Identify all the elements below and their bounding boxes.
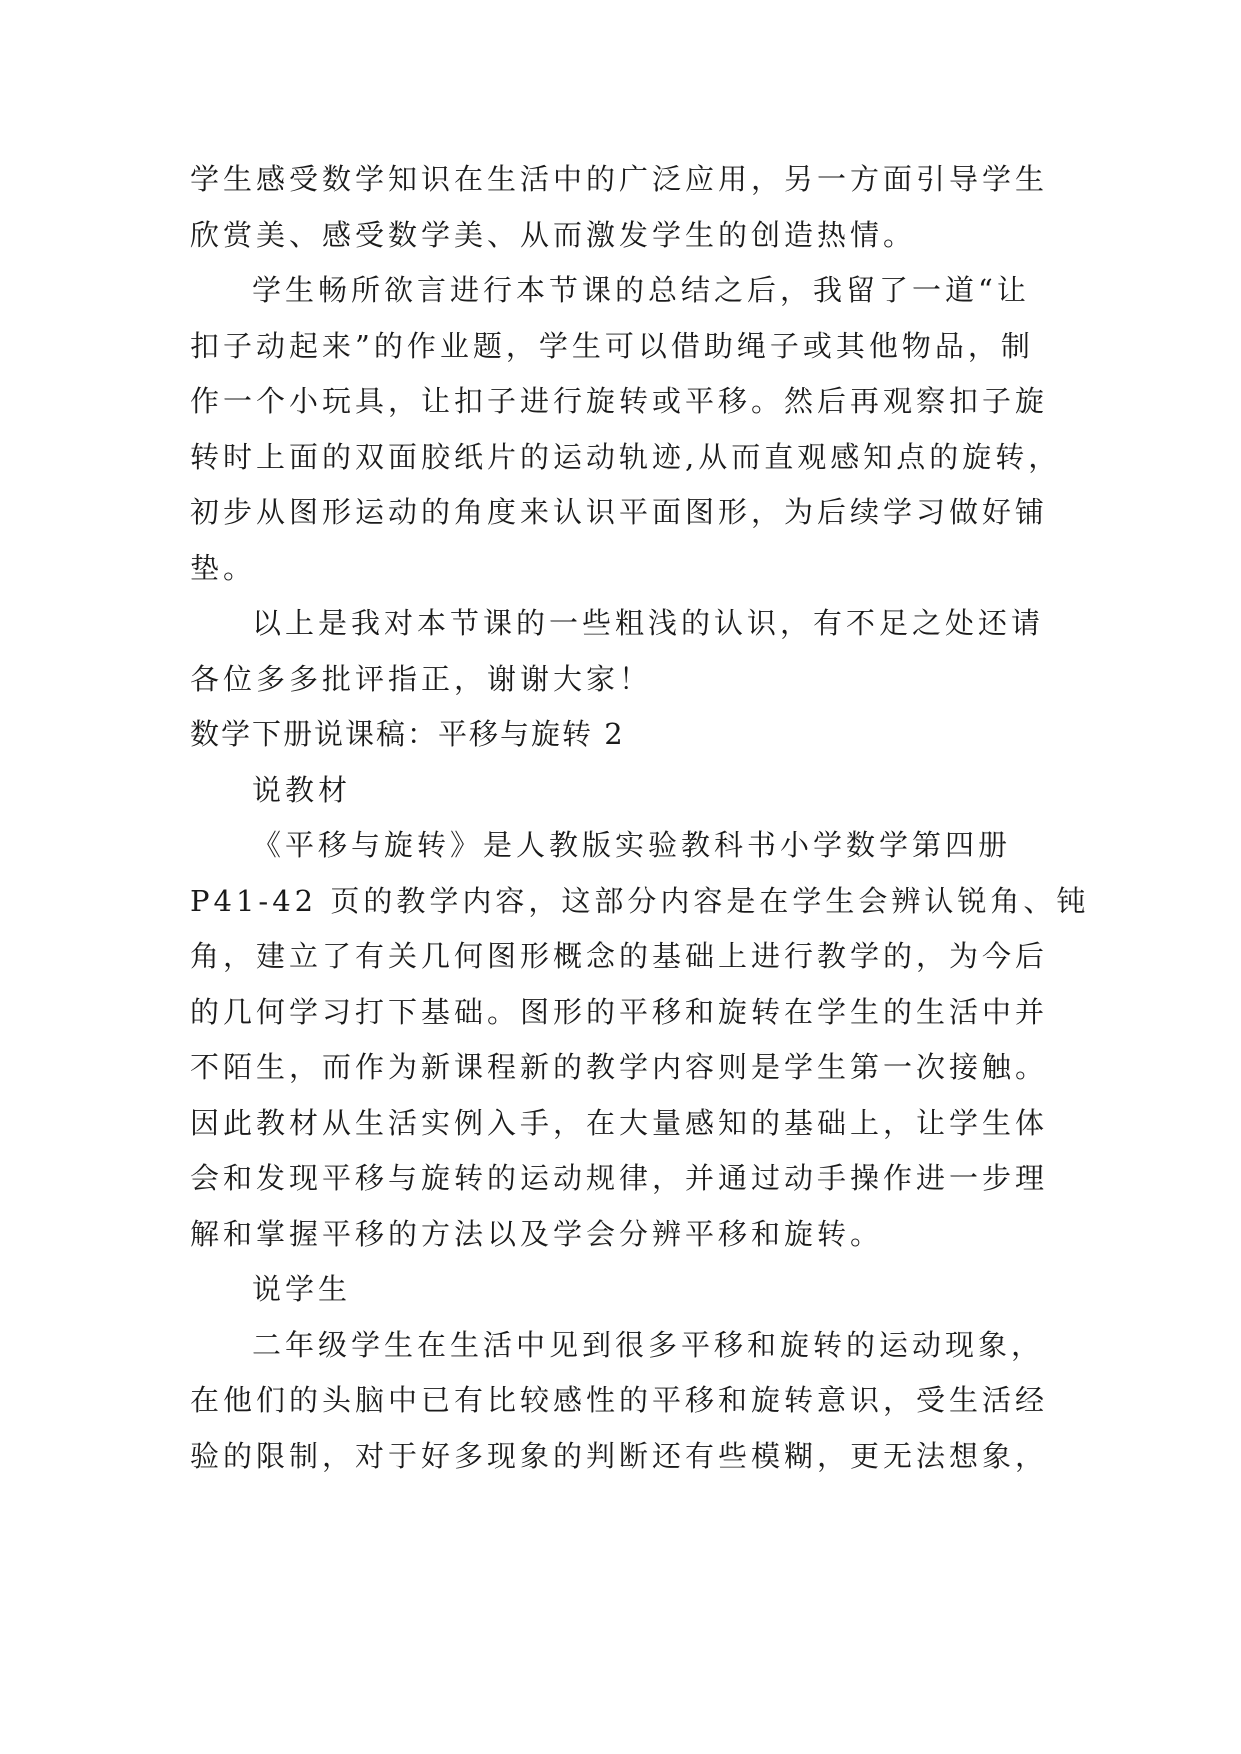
text-line: 扣子动起来”的作业题，学生可以借助绳子或其他物品，制 bbox=[190, 328, 1034, 363]
text-line: 二年级学生在生活中见到很多平移和旋转的运动现象， bbox=[252, 1327, 1045, 1362]
text-line: 在他们的头脑中已有比较感性的平移和旋转意识，受生活经 bbox=[190, 1383, 1049, 1417]
text-line: 因此教材从生活实例入手，在大量感知的基础上，让学生体 bbox=[190, 1105, 1049, 1140]
subsection-heading: 说教材 bbox=[252, 772, 352, 807]
text-line: 的几何学习打下基础。图形的平移和旋转在学生的生活中并 bbox=[190, 994, 1049, 1029]
text-line: 《平移与旋转》是人教版实验教科书小学数学第四册 bbox=[252, 828, 1012, 862]
text-line: 学生畅所欲言进行本节课的总结之后，我留了一道“让 bbox=[252, 273, 1030, 307]
text-line: 各位多多批评指正，谢谢大家！ bbox=[190, 661, 653, 696]
text-line: 初步从图形运动的角度来认识平面图形，为后续学习做好铺 bbox=[190, 495, 1049, 529]
text-line: 角，建立了有关几何图形概念的基础上进行教学的，为今后 bbox=[190, 939, 1049, 973]
text-line: 作一个小玩具，让扣子进行旋转或平移。然后再观察扣子旋 bbox=[190, 384, 1049, 418]
text-line: 转时上面的双面胶纸片的运动轨迹,从而直观感知点的旋转， bbox=[190, 439, 1062, 474]
text-line: 垫。 bbox=[190, 550, 257, 585]
text-line: 以上是我对本节课的一些粗浅的认识，有不足之处还请 bbox=[252, 606, 1045, 640]
text-line: P41-42 页的教学内容，这部分内容是在学生会辨认锐角、钝 bbox=[190, 883, 1090, 918]
section-heading: 数学下册说课稿：平移与旋转 2 bbox=[190, 717, 625, 751]
text-line: 学生感受数学知识在生活中的广泛应用，另一方面引导学生 bbox=[190, 162, 1049, 196]
text-line: 会和发现平移与旋转的运动规律，并通过动手操作进一步理 bbox=[190, 1161, 1049, 1195]
text-line: 欣赏美、感受数学美、从而激发学生的创造热情。 bbox=[190, 217, 917, 252]
subsection-heading: 说学生 bbox=[252, 1272, 352, 1306]
text-line: 不陌生，而作为新课程新的教学内容则是学生第一次接触。 bbox=[190, 1050, 1049, 1084]
document-body bbox=[190, 152, 1090, 1484]
text-line: 解和掌握平移的方法以及学会分辨平移和旋转。 bbox=[190, 1216, 884, 1251]
text-line: 验的限制，对于好多现象的判断还有些模糊，更无法想象， bbox=[190, 1438, 1049, 1473]
